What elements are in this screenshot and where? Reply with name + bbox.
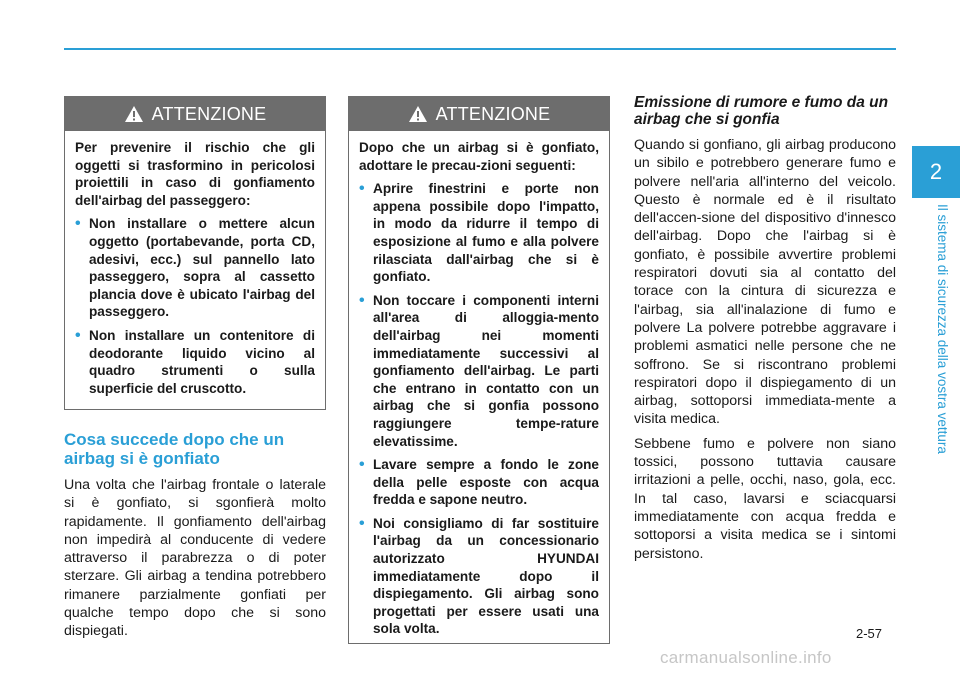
warning-header (349, 97, 609, 131)
watermark: carmanualsonline.info (660, 648, 832, 667)
warning-item: • Non installare o mettere alcun oggetto (portabevande, porta CD, adesivi, ecc.) sul pannello lato passeggero, sopra al cassetto plancia dove è ubicato l'airbag del passeggero. (75, 215, 315, 321)
warning-item: • Lavare sempre a fondo le zone della pelle esposte con acqua fredda e sapone neutro. (359, 456, 599, 509)
section-body-right (634, 136, 896, 569)
warning-header (65, 97, 325, 131)
paragraph: Una volta che l'airbag frontale o laterale si è gonfiato, si sgonfierà molto rapidamente. Il gonfiamento dell'airbag non impedirà al conducente di vedere attraverso il parabrezza o di poter sterzare. Gli airbag a tendina potrebbero rimanere parzialmente gonfiati per qualche tempo dopo che si sono dispiegati. (64, 477, 326, 640)
warning-triangle-icon (124, 104, 144, 124)
warning-item: • Non toccare i componenti interni all'area di alloggia-mento dell'airbag nei momenti immediatamente successivi al gonfiamento dell'airbag. Le parti che entrano in contatto con un airbag che si gonfia possono raggiungere tempe-rature elevatissime. (359, 292, 599, 450)
warning-box-left (64, 96, 326, 410)
paragraph: Quando si gonfiano, gli airbag producono un sibilo e potrebbero generare fumo e polvere nell'aria all'interno del veicolo. Questo è normale ed è il risultato dell'accen-sione del dispositivo d'innesco dell'airbag. Dopo che l'airbag si è gonfiato, è possibile avvertire problemi respiratori dovuti sia al contatto del torace con la cintura di sicurezza e l'airbag, sia all'inalazione di fumo e polvere La polvere potrebbe aggravare i problemi asmatici nelle persone che ne soffrono. Se si riscontrano problemi respiratori dopo il dispiegamento di un airbag, sottoporsi immediata-mente a visita medica. (634, 137, 896, 428)
warning-heading: ATTENZIONE (435, 103, 551, 124)
top-rule (64, 48, 896, 50)
warning-list (75, 215, 315, 397)
page-number: 2-57 (856, 626, 883, 641)
warning-body (349, 131, 609, 638)
chapter-tab (912, 146, 960, 198)
warning-box-middle (348, 96, 610, 644)
section-title-noise-smoke: Emissione di rumore e fumo da un airbag che si gonfia (634, 94, 889, 128)
warning-body (65, 131, 325, 397)
section-body-left (64, 476, 326, 647)
warning-item: • Non installare un contenitore di deodorante liquido vicino al quadro strumenti o sulla superficie del cruscotto. (75, 327, 315, 397)
warning-list (359, 180, 599, 638)
paragraph: Sebbene fumo e polvere non siano tossici, possono tuttavia causare irritazioni a pelle, occhi, naso, gola, ecc. In tal caso, lavarsi e sciacquarsi immediatamente con acqua fredda e sottoporsi a visita medica se i sintomi persistono. (634, 435, 896, 562)
warning-triangle-icon (408, 104, 428, 124)
warning-item: • Aprire finestrini e porte non appena possibile dopo l'impatto, in modo da ridurre il tempo di esposizione al fumo e alla polvere rilasciata dall'airbag che si è gonfiato. (359, 180, 599, 286)
section-side-title: Il sistema di sicurezza della vostra vettura (935, 204, 950, 454)
warning-heading: ATTENZIONE (151, 103, 267, 124)
section-title-airbag-inflated: Cosa succede dopo che un airbag si è gonfiato (64, 430, 285, 468)
chapter-number: 2 (929, 159, 943, 184)
warning-item: • Noi consigliamo di far sostituire l'airbag da un concessionario autorizzato HYUNDAI immediatamente dopo il dispiegamento. Gli airbag sono progettati per essere usati una sola volta. (359, 515, 599, 638)
warning-intro: Dopo che un airbag si è gonfiato, adottare le precau-zioni seguenti: (359, 140, 599, 173)
warning-intro: Per prevenire il rischio che gli oggetti si trasformino in pericolosi proiettili in caso di gonfiamento dell'airbag del passeggero: (75, 140, 315, 208)
